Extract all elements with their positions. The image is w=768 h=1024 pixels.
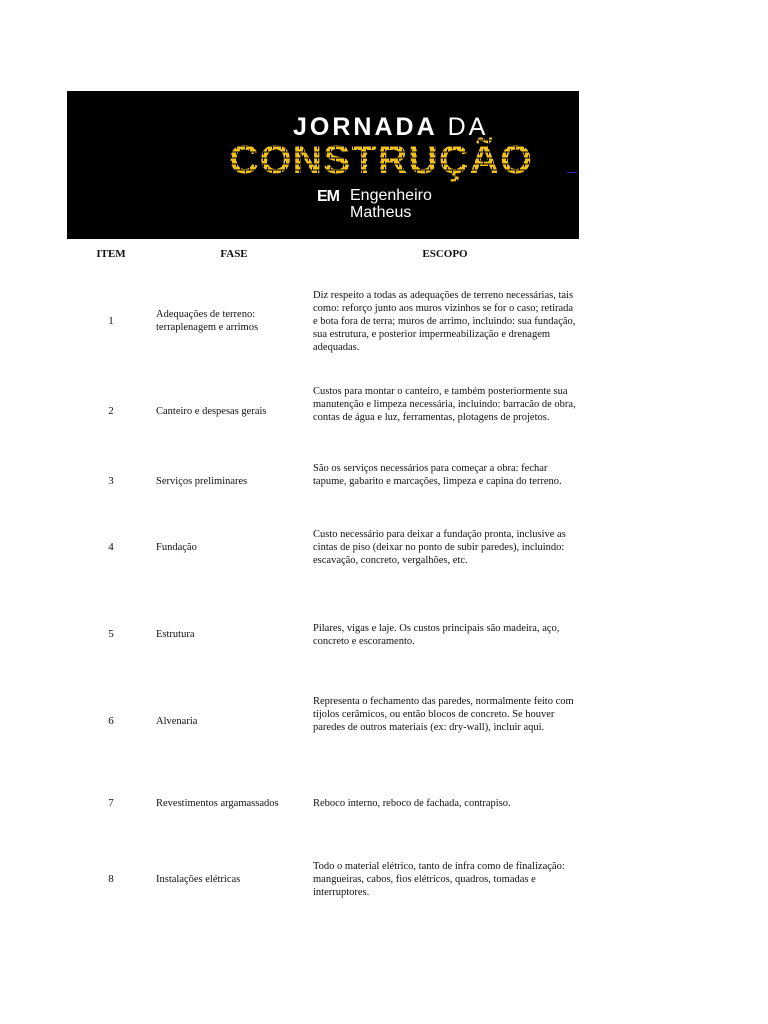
banner-link[interactable] [567, 156, 577, 173]
banner-title-line2 [227, 137, 539, 182]
row-fase: Instalações elétricas [156, 874, 241, 885]
row-item-number: 5 [108, 628, 114, 640]
banner [67, 91, 579, 239]
row-fase: Estrutura [156, 629, 195, 640]
row-item-number: 6 [108, 715, 114, 727]
row-item-number: 7 [108, 797, 114, 809]
row-escopo: Custo necessário para deixar a fundação pronta, inclusive as cintas de piso (deixar no ponto de subir paredes), incluindo: escavação, concreto, vergalhões, etc. [313, 529, 566, 566]
banner-title-line2-graphic [227, 137, 539, 182]
row-escopo: São os serviços necessários para começar a obra: fechar tapume, gabarito e marcações, limpeza e capina do terreno. [313, 463, 562, 487]
row-fase: Alvenaria [156, 716, 198, 727]
header-escopo: ESCOPO [422, 248, 468, 260]
row-item-number: 8 [108, 873, 114, 885]
banner-title-word1: JORNADA [293, 113, 438, 141]
banner-title-word2: DA [447, 113, 489, 141]
row-item-number: 2 [108, 405, 114, 417]
row-fase: Adequações de terreno: terraplenagem e arrimos [156, 309, 259, 333]
row-escopo: Diz respeito a todas as adequações de terreno necessárias, tais como: reforço junto aos muros vizinhos se for o caso; retirada e bota fora de terra; muros de arrimo, incluindo: sua fundação, sua estrutura, e posterior impermeabilização e drenagem adequadas. [313, 290, 576, 353]
brand-logo-mark: EM [317, 188, 339, 205]
row-fase: Canteiro e despesas gerais [156, 406, 267, 417]
row-item-number: 3 [108, 475, 114, 487]
brand-name-line1: Engenheiro [350, 187, 432, 204]
brand-name-line2: Matheus [350, 204, 412, 221]
row-fase: Fundação [156, 542, 197, 553]
row-fase: Serviços preliminares [156, 476, 248, 487]
header-item: ITEM [96, 248, 126, 260]
row-escopo: Todo o material elétrico, tanto de infra como de finalização: mangueiras, cabos, fios elétricos, quadros, tomadas e interruptores. [313, 861, 565, 898]
row-escopo: Representa o fechamento das paredes, normalmente feito com tijolos cerâmicos, ou então blocos de concreto. Se houver paredes de outros materiais (ex: dry-wall), incluir aqui. [313, 696, 574, 733]
row-fase: Revestimentos argamassados [156, 798, 279, 809]
header-fase: FASE [220, 248, 248, 260]
row-escopo: Reboco interno, reboco de fachada, contrapiso. [313, 798, 511, 809]
row-escopo: Custos para montar o canteiro, e também posteriormente sua manutenção e limpeza necessária, incluindo: barracão de obra, contas de água e luz, ferramentas, plotagens de projetos. [313, 386, 576, 423]
row-escopo: Pilares, vigas e laje. Os custos principais são madeira, aço, concreto e escoramento. [313, 623, 560, 647]
banner-title-line2-text: CONSTRUÇÃO [229, 138, 526, 182]
row-item-number: 1 [108, 315, 114, 327]
row-item-number: 4 [108, 541, 114, 553]
